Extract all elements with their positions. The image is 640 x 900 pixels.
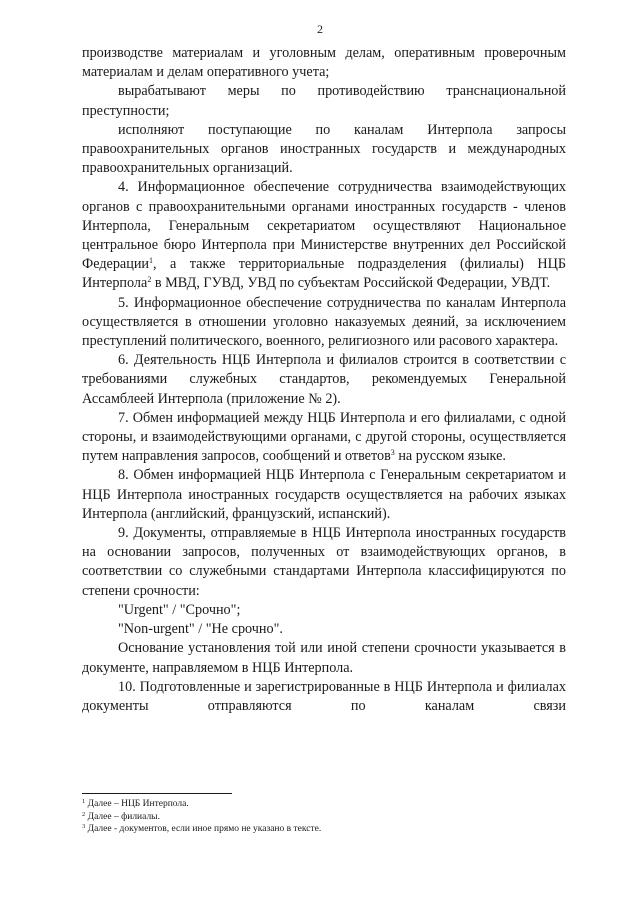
footnote-text: Далее – НЦБ Интерпола.	[85, 799, 189, 809]
footnote-ref: 3	[390, 448, 395, 458]
paragraph	[82, 178, 566, 293]
paragraph: производстве материалам и уголовным делам, оперативным проверочным материалам и делам оперативного учета;	[82, 45, 566, 81]
footnote-ref: 1	[149, 256, 154, 266]
paragraph: 9. Документы, отправляемые в НЦБ Интерпола иностранных государств на основании запросов, полученных от взаимодействующих органов, в соответствии со служебными стандартами Интерпола классифицируются по степени срочности:	[82, 525, 566, 599]
footnote-ref: 2	[147, 275, 152, 285]
footnote	[82, 823, 566, 836]
paragraph: Основание установления той или иной степени срочности указывается в документе, направляемом в НЦБ Интерпола.	[82, 640, 566, 676]
urgency-option: "Urgent" / "Срочно";	[118, 601, 241, 618]
footnote-mark: 1	[82, 798, 86, 805]
document-body	[82, 44, 566, 716]
footnote	[82, 798, 566, 811]
footnote-mark: 3	[82, 823, 86, 830]
paragraph: исполняют поступающие по каналам Интерпола запросы правоохранительных органов иностранных государств и международных правоохранительных организаций.	[82, 121, 566, 177]
footnote-divider	[82, 793, 232, 794]
paragraph: 8. Обмен информацией НЦБ Интерпола с Генеральным секретариатом и НЦБ Интерпола иностранных государств осуществляется на рабочих языках Интерпола (английский, французский, испанский).	[82, 467, 566, 522]
footnote-text: Далее - документов, если иное прямо не указано в тексте.	[85, 824, 322, 834]
footnote	[82, 811, 566, 824]
paragraph-text: 4. Информационное обеспечение сотрудничества взаимодействующих органов с правоохранительными органами иностранных государств - членов Интерпола, Генеральным секретариатом осуществляют Национальное центральное бюро Интерпола при Министерстве внутренних дел Российской Федерации	[82, 179, 566, 273]
paragraph	[82, 409, 566, 467]
paragraph-text: 7. Обмен информацией между НЦБ Интерпола и его филиалами, с одной стороны, и взаимодействующими органами, с другой стороны, осуществляется путем направления запросов, сообщений и ответов	[82, 409, 566, 465]
paragraph-text: на русском языке.	[394, 448, 506, 465]
paragraph: 5. Информационное обеспечение сотрудничества по каналам Интерпола осуществляется в отношении уголовно наказуемых деяний, за исключением преступлений политического, военного, религиозного или расового характера.	[82, 294, 566, 350]
footnote-text: Далее – филиалы.	[85, 811, 160, 822]
paragraph-text: в МВД, ГУВД, УВД по субъектам Российской Федерации, УВДТ.	[151, 275, 551, 292]
page-number: 2	[317, 22, 323, 36]
paragraph: 6. Деятельность НЦБ Интерпола и филиалов строится в соответствии с требованиями служебных стандартов, рекомендуемых Генеральной Ассамблеей Интерпола (приложение № 2).	[82, 352, 566, 407]
urgency-option: "Non-urgent" / "Не срочно".	[118, 621, 283, 638]
paragraph: 10. Подготовленные и зарегистрированные в НЦБ Интерпола и филиалах документы отправляются по каналам связи	[82, 678, 566, 714]
footnote-mark: 2	[82, 810, 86, 818]
paragraph: вырабатывают меры по противодействию транснациональной преступности;	[82, 83, 566, 119]
footnotes	[82, 798, 566, 836]
paragraph-text: , а также территориальные подразделения (филиалы) НЦБ Интерпола	[82, 256, 566, 292]
